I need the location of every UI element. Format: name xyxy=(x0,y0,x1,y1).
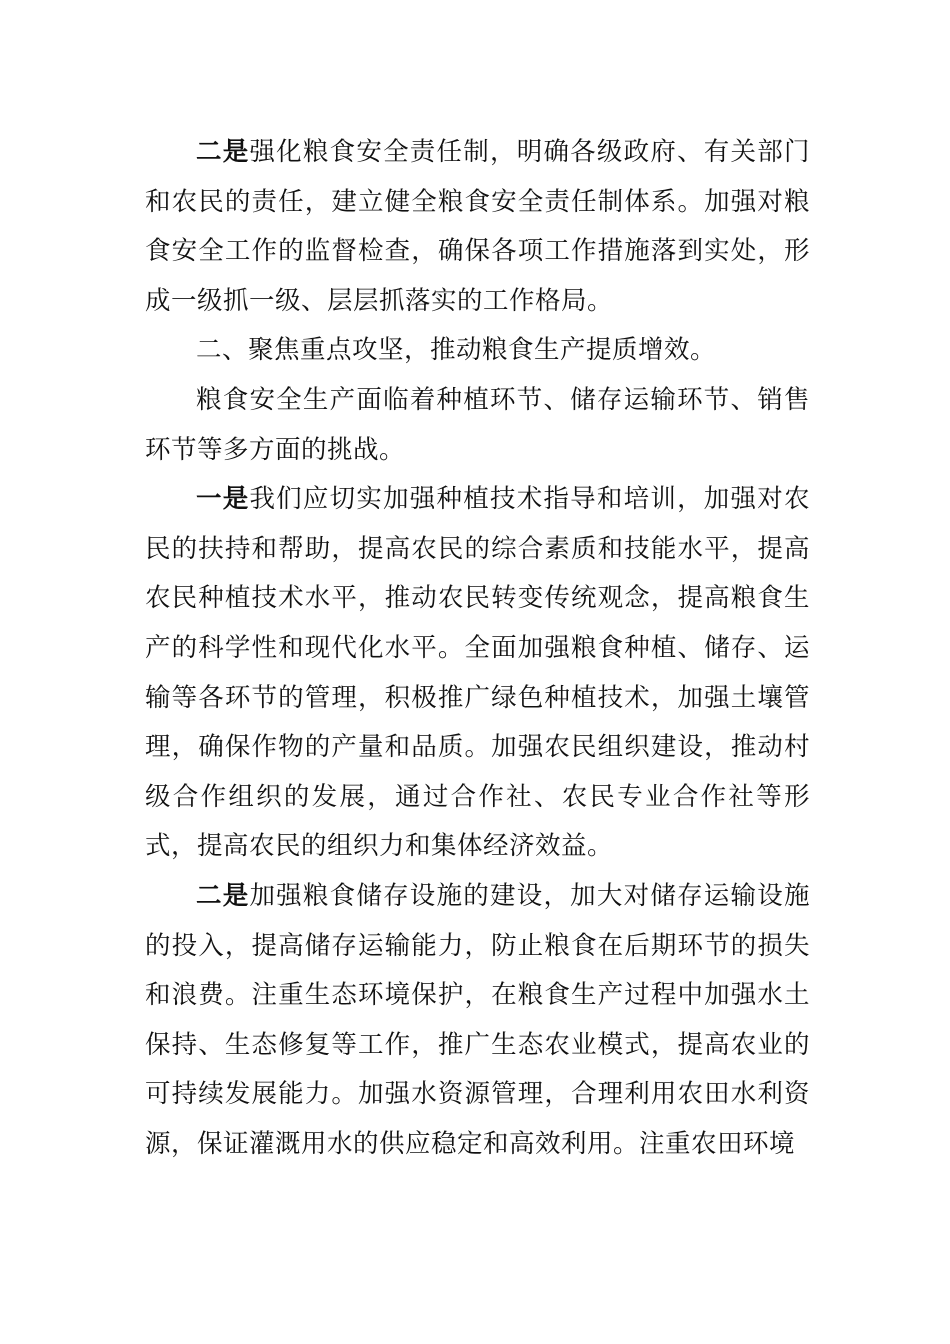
paragraph-1-lead: 二是 xyxy=(196,137,250,167)
section-heading-text: 二、聚焦重点攻坚，推动粮食生产提质增效。 xyxy=(196,335,717,366)
section-heading xyxy=(145,326,810,376)
paragraph-1-text: 强化粮食安全责任制，明确各级政府、有关部门和农民的责任，建立健全粮食安全责任制体系。加强对粮食安全工作的监督检查，确保各项工作措施落到实处，形成一级抓一级、层层抓落实的工作格局。 xyxy=(145,137,810,316)
paragraph-4 xyxy=(145,475,810,872)
paragraph-5-lead: 二是 xyxy=(196,880,250,911)
paragraph-1 xyxy=(145,128,810,326)
paragraph-5-text: 加强粮食储存设施的建设，加大对储存运输设施的投入，提高储存运输能力，防止粮食在后期环节的损失和浪费。注重生态环境保护，在粮食生产过程中加强水土保持、生态修复等工作，推广生态农业模式，提高农业的可持续发展能力。加强水资源管理，合理利用农田水利资源，保证灌溉用水的供应稳定和高效利用。注重农田环境 xyxy=(145,880,810,1159)
document-body xyxy=(145,128,810,1169)
paragraph-3-text: 粮食安全生产面临着种植环节、储存运输环节、销售环节等多方面的挑战。 xyxy=(145,384,810,465)
paragraph-4-text: 我们应切实加强种植技术指导和培训，加强对农民的扶持和帮助，提高农民的综合素质和技能水平，提高农民种植技术水平，推动农民转变传统观念，提高粮食生产的科学性和现代化水平。全面加强粮食种植、储存、运输等各环节的管理，积极推广绿色种植技术，加强土壤管理，确保作物的产量和品质。加强农民组织建设，推动村级合作组织的发展，通过合作社、农民专业合作社等形式，提高农民的组织力和集体经济效益。 xyxy=(145,484,810,862)
paragraph-5 xyxy=(145,872,810,1170)
paragraph-3 xyxy=(145,376,810,475)
paragraph-4-lead: 一是 xyxy=(196,484,250,515)
